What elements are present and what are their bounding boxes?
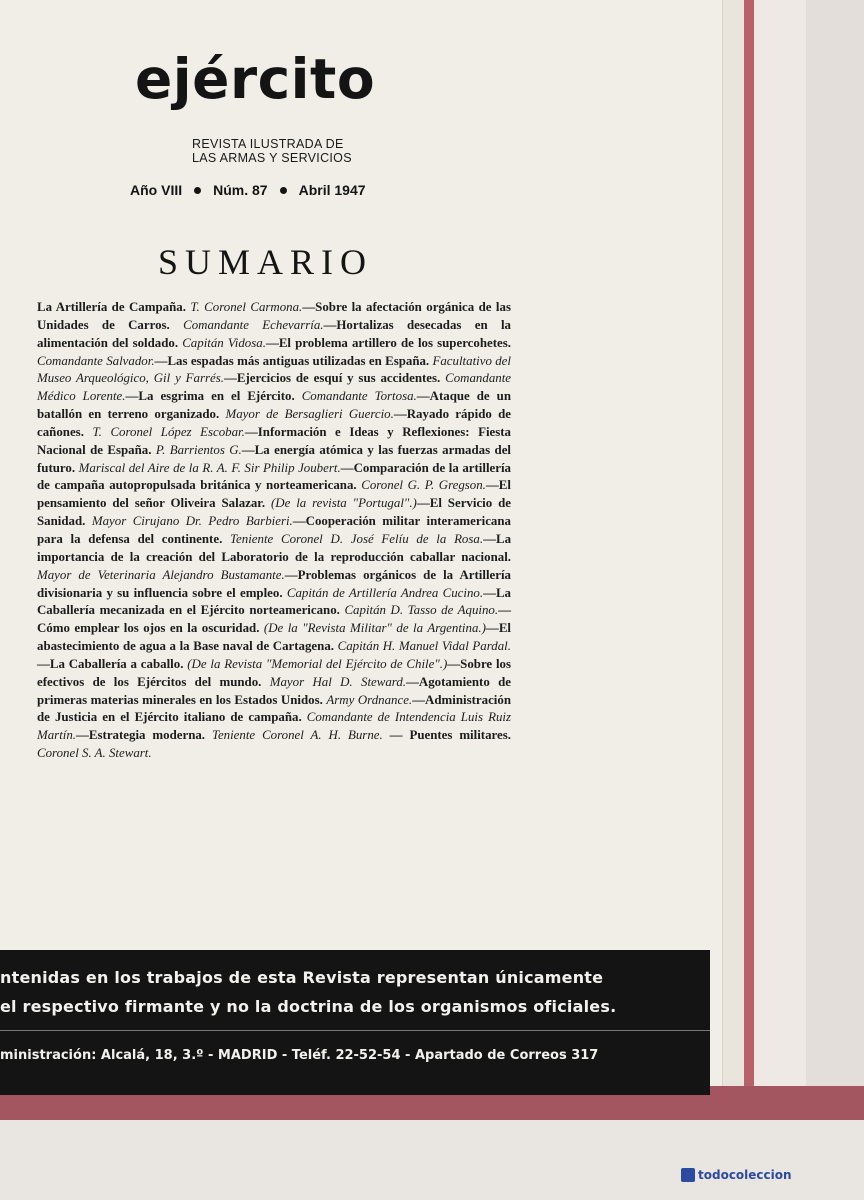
sumario-author: Facultativo del Museo Arqueológico, Gil y Farrés. <box>37 353 511 386</box>
sumario-article-title: —Sobre la afectación orgánica de las Unidades de Carros. <box>37 300 511 332</box>
sumario-article-title: —Sobre los efectivos de los Ejércitos del mundo. <box>37 656 512 689</box>
sumario-article-title: —Cómo emplear los ojos en la oscuridad. <box>37 603 511 636</box>
sumario-author: Comandante Salvador. <box>37 353 155 368</box>
sumario-author: Coronel S. A. Stewart. <box>37 746 152 761</box>
sumario-article-title: —Información e Ideas y Reflexiones: Fiesta Nacional de España. <box>37 424 512 457</box>
sumario-article-title: —Administración de Justicia en el Ejército italiano de campaña. <box>37 692 511 725</box>
sumario-author: Capitán D. Tasso de Aquino. <box>344 603 499 618</box>
subtitle-line-1: REVISTA ILUSTRADA DE <box>192 137 344 151</box>
watermark-logo-icon <box>681 1168 695 1182</box>
sumario-author: Comandante Echevarría. <box>183 317 324 332</box>
footer-divider <box>0 1030 710 1031</box>
sumario-author: Mayor Hal D. Steward. <box>269 674 406 689</box>
footer-disclaimer-line-2: el respectivo firmante y no la doctrina de los organismos oficiales. <box>0 997 617 1016</box>
back-pages-shadow <box>806 0 864 1100</box>
sumario-author: Capitán Vidosa. <box>182 335 266 350</box>
watermark <box>681 1168 792 1182</box>
footer-disclaimer-line-1: ntenidas en los trabajos de esta Revista representan únicamente <box>0 968 604 987</box>
subtitle-line-2: LAS ARMAS Y SERVICIOS <box>192 151 352 165</box>
sumario-article-title: —El pensamiento del señor Oliveira Salazar. <box>37 478 511 511</box>
sumario-author: (De la "Revista Militar" de la Argentina.) <box>263 621 486 636</box>
footer-bar <box>0 950 710 1095</box>
issue-info <box>130 182 366 198</box>
sumario-article-title: —La importancia de la creación del Laboratorio de la reproducción caballar nacional. <box>37 531 512 564</box>
issue-number: Núm. 87 <box>213 182 268 198</box>
sumario-author: Teniente Coronel D. José Felíu de la Rosa. <box>230 531 484 546</box>
magazine-title: ejército <box>135 47 376 111</box>
sumario-author: (De la Revista "Memorial del Ejército de Chile".) <box>187 656 448 671</box>
sumario-author: Army Ordnance. <box>326 692 413 707</box>
sumario-author: P. Barrientos G. <box>155 442 242 457</box>
sumario-article-title: —Estrategia moderna. <box>76 728 212 743</box>
sumario-article-title: — Puentes militares. <box>382 728 511 743</box>
sumario-article-title: —Hortalizas desecadas en la alimentación del soldado. <box>37 317 511 350</box>
table-surface <box>0 1120 864 1200</box>
sumario-article-title: —Las espadas más antiguas utilizadas en España. <box>154 353 433 368</box>
sumario-author: Teniente Coronel A. H. Burne. <box>211 728 383 743</box>
issue-date: Abril 1947 <box>298 182 366 198</box>
sumario-author: Mayor de Bersaglieri Guercio. <box>225 407 394 422</box>
sumario-author: Capitán H. Manuel Vidal Pardal. <box>337 639 511 654</box>
sumario-article-title: La Artillería de Campaña. <box>37 300 191 314</box>
sumario-article-title: —Ataque de un batallón en terreno organizado. <box>37 389 511 422</box>
sumario-article-title: —La Caballería a caballo. <box>37 656 188 671</box>
sumario-author: Comandante de Intendencia Luis Ruiz Martín. <box>37 710 511 743</box>
sumario-article-title: —Ejercicios de esquí y sus accidentes. <box>223 371 446 386</box>
magazine-subtitle <box>192 137 352 165</box>
sumario-author: Mayor Cirujano Dr. Pedro Barbieri. <box>91 514 293 529</box>
sumario-author: Coronel G. P. Gregson. <box>361 478 486 493</box>
sumario-article-title: —Comparación de la artillería de campaña autopropulsada británica y norteamericana. <box>37 460 511 493</box>
sumario-article-title: —La esgrima en el Ejército. <box>125 389 302 404</box>
bullet-icon <box>280 187 287 194</box>
binding-edge <box>744 0 754 1100</box>
sumario-article-title: —Agotamiento de primeras materias minerales en los Estados Unidos. <box>37 674 512 707</box>
sumario-article-title: —Rayado rápido de cañones. <box>37 407 511 439</box>
sumario-author: Comandante Tortosa. <box>301 389 417 404</box>
sumario-heading: SUMARIO <box>158 242 374 282</box>
sumario-body <box>37 299 511 763</box>
sumario-article-title: —Problemas orgánicos de la Artillería divisionaria y su influencia sobre el empleo. <box>37 567 512 600</box>
sumario-author: T. Coronel López Escobar. <box>92 424 245 439</box>
sumario-article-title: —La energía atómica y las fuerzas armadas del futuro. <box>37 442 512 475</box>
page-edges <box>722 0 745 1090</box>
sumario-author: Mayor de Veterinaria Alejandro Bustamante. <box>37 567 285 582</box>
sumario-author: Mariscal del Aire de la R. A. F. Sir Philip Joubert. <box>78 460 341 475</box>
watermark-text: todocoleccion <box>698 1168 792 1182</box>
sumario-article-title: —El Servicio de Sanidad. <box>37 496 511 529</box>
sumario-article-title: —El abastecimiento de agua a la Base naval de Cartagena. <box>37 621 511 654</box>
sumario-author: T. Coronel Carmona. <box>190 300 303 314</box>
sumario-article-title: —Cooperación militar interamericana para la defensa del continente. <box>37 514 511 546</box>
footer-address: ministración: Alcalá, 18, 3.º - MADRID - Teléf. 22-52-54 - Apartado de Correos 317 <box>0 1048 599 1063</box>
sumario-article-title: —La Caballería mecanizada en el Ejército norteamericano. <box>37 585 511 618</box>
sumario-author: (De la revista "Portugal".) <box>270 496 417 511</box>
sumario-article-title: —El problema artillero de los supercohetes. <box>265 335 511 350</box>
issue-year: Año VIII <box>130 182 183 198</box>
sumario-author: Comandante Médico Lorente. <box>37 371 512 404</box>
bullet-icon <box>194 187 201 194</box>
sumario-author: Capitán de Artillería Andrea Cucino. <box>286 585 484 600</box>
